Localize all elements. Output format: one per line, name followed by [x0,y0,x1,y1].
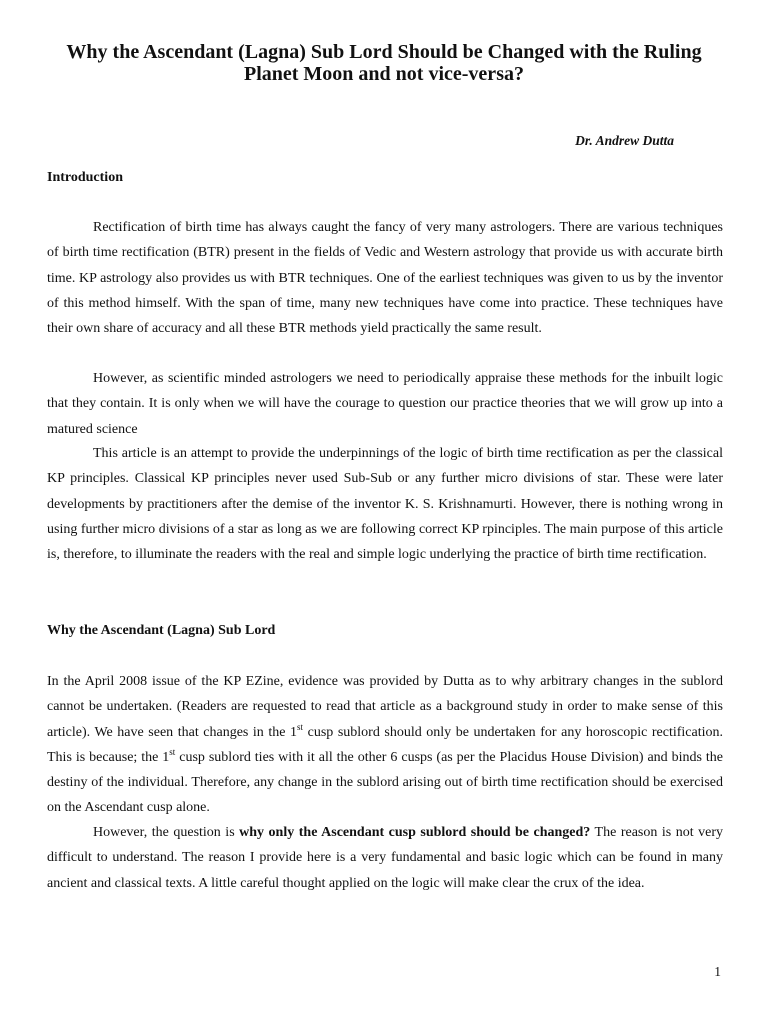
ordinal-suffix: st [297,721,304,732]
sub-lord-paragraph-1-text-c: cusp sublord ties with it all the other 6 cusps (as per the Placidus House Division) and binds the destiny of the individual. Therefore, any change in the sublord arising out of birth time rectification should be exercised on the Ascendant cusp alone. [47,749,723,816]
sub-lord-paragraph-1-text-a: In the April 2008 issue of the KP EZine, evidence was provided by Dutta as to why arbitrary changes in the sublord cannot be undertaken. (Readers are requested to read that article as a background study in order to make sense of this article). We have seen that changes in the 1 [47,674,723,740]
introduction-paragraph-1: Rectification of birth time has always caught the fancy of very many astrologers. There are various techniques of birth time rectification (BTR) present in the fields of Vedic and Western astrology that provide us with accurate birth time. KP astrology also provides us with BTR techniques. One of the earliest techniques was given to us by the inventor of this method himself. With the span of time, many new techniques have come into practice. These techniques have their own share of accuracy and all these BTR methods yield practically the same result. [47,220,723,337]
sub-lord-paragraph-1-text-b: cusp sublord should only be undertaken for any horoscopic rectification. This is because; the 1 [47,724,724,765]
document-title: Why the Ascendant (Lagna) Sub Lord Should be Changed with the Ruling Planet Moon and not vice-versa? [66,41,702,85]
introduction-paragraph-2: However, as scientific minded astrologers we need to periodically appraise these methods for the inbuilt logic that they contain. It is only when we will have the courage to question our practice theories that we will grow up into a matured science [47,371,723,437]
introduction-paragraph-3: This article is an attempt to provide the underpinnings of the logic of birth time rectification as per the classical KP principles. Classical KP principles never used Sub-Sub or any further micro divisions of star. These were later developments by practitioners after the demise of the inventor K. S. Krishnamurti. However, there is nothing wrong in using further micro divisions of a star as long as we are following correct KP rpinciples. The main purpose of this article is, therefore, to illuminate the readers with the real and simple logic underlying the practice of birth time rectification. [47,446,723,563]
page-number: 1 [714,964,721,979]
author-name: Dr. Andrew Dutta [575,133,674,148]
ordinal-suffix: st [169,746,176,757]
section-heading-introduction: Introduction [47,170,123,185]
sub-lord-paragraph-1 [47,669,723,821]
section-heading-why-sub-lord: Why the Ascendant (Lagna) Sub Lord [47,623,276,638]
sub-lord-paragraph-2-text-b: The reason is not very difficult to understand. The reason I provide here is a very fundamental and basic logic which can be found in many ancient and classical texts. A little careful thought applied on the logic will make clear the crux of the idea. [47,825,723,891]
key-question-emphasis: why only the Ascendant cusp sublord should be changed? [239,825,591,840]
sub-lord-paragraph-2-text-a: However, the question is [93,825,240,840]
sub-lord-paragraph-2 [47,820,723,896]
